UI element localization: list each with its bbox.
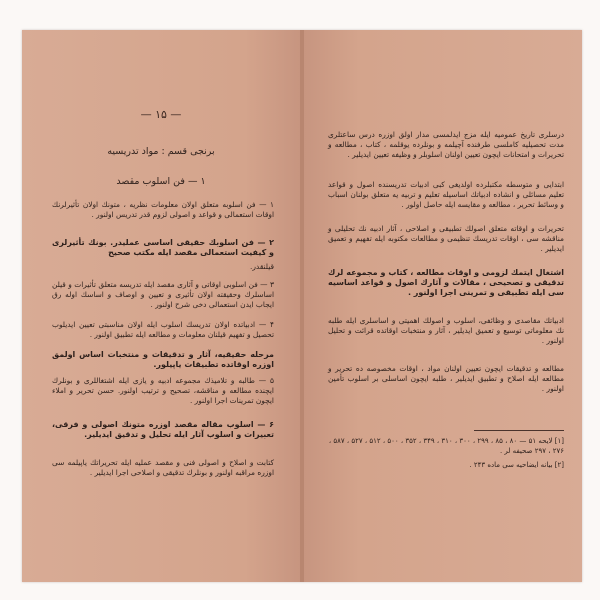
paragraph-6: مرحله حقیقیه، آثار و تدقیقات و منتخبات اساس اولمق اوزره اوقاتده تطبیقات یاپیلور. — [52, 350, 274, 370]
paragraph-3: تحریرات و اوقاته متعلق اصولك تطبیقی و اصلاحی ، آثار ادبیه نك تحلیلی و مناقشه سی ، اوقات تدریسك تنظیمی و مطالعات مكتوبه ایله تفهیم و تعمیق ایدیلیر . — [328, 224, 564, 254]
footnote-rule — [474, 430, 564, 431]
left-page — [22, 30, 300, 582]
footnote-2: [۲] بیانه ایضاحیه سی ماده ۲۴۳ . — [469, 461, 564, 469]
paragraph-7: ۵ — طالبه و تلامیذك مجموعه ادبیه و یازی ایله اشتغاللری و بونلرك ایچنده مطالعه و مناقشه، تصحیح و ترتیب اولنور. حسن تحریر و املاء ایچون تمرینات اجرا اولنور . — [52, 376, 274, 406]
paragraph-2: ابتدایی و متوسطه مكتبلرده اولدیغی كبی ادبیات تدریسنده اصول و قواعد تعلیم مسائلی و انشاده ادبیاتك اساسیله تعلیم و تربیه یه متعلق بولنان اسباب و وسائط تحریر ، مطالعه و مقایسه ایله حاصل اولور . — [328, 180, 564, 210]
paragraph-5: ۴ — ادبیاتده اولان تدریسك اسلوب ایله اولان مناسبتی تعیین ایدیلوب تحصیل و تفهیم قیلنان معلومات و مطالعه ایله تطبیق اولنور . — [52, 320, 274, 340]
section-title: برنجی قسم : مواد تدریسیه — [107, 146, 215, 157]
paragraph-4: ۳ — فن اسلوبی اوقاتی و آثاری مقصد ایله تدریسه متعلق تأثیرات و قیلن اساسلرك وحقیقته اولان تأثیری و تعیین و اوصاف و اساسك اوله رق ایجاب ایدن استعمالی دخی شرح اولنور . — [52, 280, 274, 310]
paragraph-1: درسلری تاریخ عمومیه ایله مزج ایدلمسی مدار اولق اوزره درس ساعتلری مدت تحصیلیه كاملسی طرفنده آچیلمه و بونلرده یوقلمه ، كتاب ، مطالعه و تحریرات و امتحانات ایچون تعیین اولنان اسلوبلر و وظیفه تعیین ایدیلیر . — [328, 130, 564, 160]
right-page — [304, 30, 582, 582]
paragraph-5: ادبیاتك مقاصدی و وظائفی، اسلوب و اصولك اهمیتی و اساسلری ایله طلبه نك معلوماتی توسیع و تعمیق ایدیلیر ، آثار و منتخبات اوقاتده قرائت و تحلیل اولنور . — [328, 316, 564, 346]
page-number: — ۱۵ — — [140, 108, 182, 121]
sub-title: ۱ — فن اسلوب مقصد — [116, 176, 206, 187]
paragraph-8: ۶ — اسلوب مقاله مقصد اوزره متونك اصولی و فرقی، تعبیرات و اسلوب آثار ایله تحلیل و تدقیق ایدیلیر. — [52, 420, 274, 440]
paragraph-9: كتابت و اصلاح و اصولی فنی و مقصد عملیه ایله تحریراتك یاپیلمه سی اوزره مراقبه اولنور و بونلرك تدقیقی و اصلاحی اجرا ایدیلیر . — [52, 458, 274, 478]
paragraph-3: قیلنقدر. — [250, 262, 274, 271]
paragraph-1: ۱ — فن اسلوبه متعلق اولان معلومات نظریه ، متونك اولان تأثیرلرنك اوقات استعمالی و قواعد و اصولی لزوم قدر تدریس اولنور . — [52, 200, 274, 220]
paragraph-2: ۲ — فن اسلوبك حقیقی اساسی عملیدر. بونك تأثیرلری و كیفیت استعمالی مقصد ایله مكتب صحیح — [52, 238, 274, 258]
footnote-1: [۱] لایحه ۵۱ — ۸۰ ، ۸۵ ، ۲۹۹ ، ۳۰۰ ، ۳۱۰ ، ۳۴۹ ، ۳۵۲ ، ۵۰۰ ، ۵۱۲ ، ۵۲۷ ، ۵۸۷ ، ۲۷۶ ، ۲۹۷ صحیفه لر . — [328, 437, 564, 455]
open-book — [22, 30, 582, 582]
paragraph-4: اشتغال ایتمك لزومی و اوقات مطالعه ، كتاب و مجموعه لرك تدقیقی و تصحیحی ، مقالات و آثارك اصول و قواعد اساسیه سی ایله تطبیقی و تمرینی اجرا اولنور . — [328, 268, 564, 298]
paragraph-6: مطالعه و تدقیقات ایچون تعیین اولنان مواد ، اوقات مخصوصه ده تحریر و مطالعه ایله اصلاح و تطبیق ایدیلیر ، طلبه ایچون اساسلی بر اسلوب تأمین اولنور . — [328, 364, 564, 394]
